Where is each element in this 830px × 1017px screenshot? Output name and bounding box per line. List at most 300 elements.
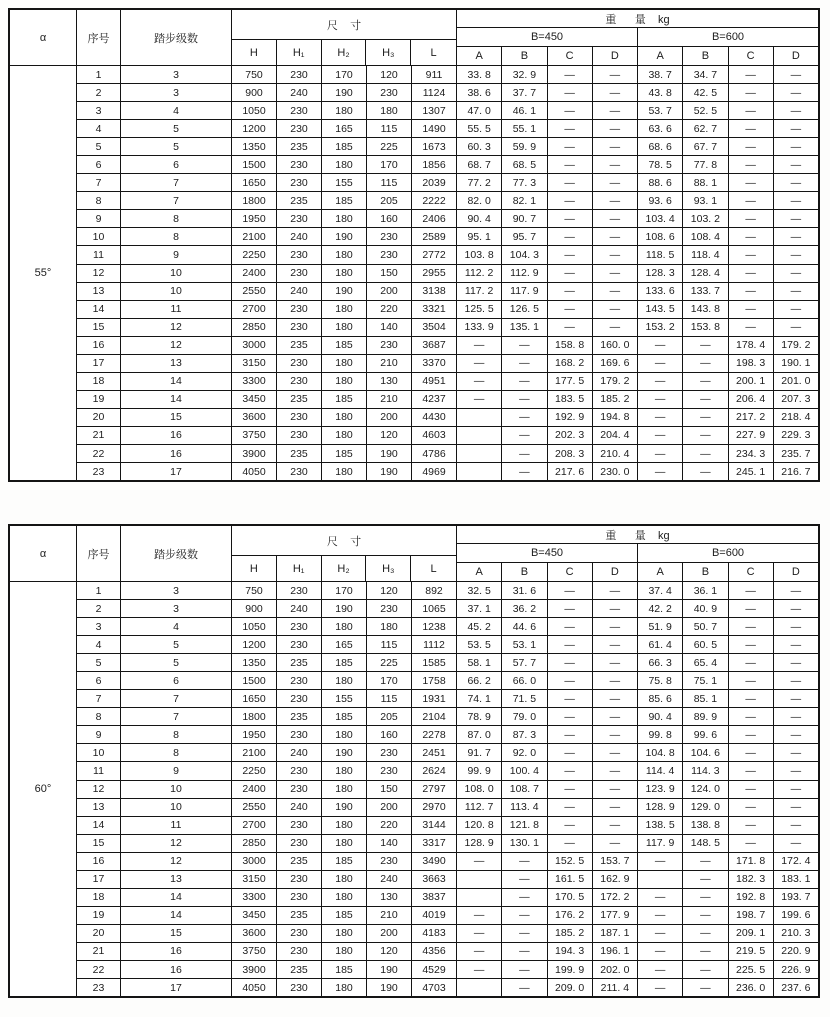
header-b600-A: A bbox=[638, 563, 683, 581]
header-b450-A: A bbox=[457, 563, 502, 581]
cell-b450-D: — bbox=[593, 138, 638, 155]
cell-H: 900 bbox=[232, 600, 277, 617]
cell-b600-C: — bbox=[729, 582, 774, 599]
cell-L: 1124 bbox=[412, 84, 457, 101]
header-dimensions-group bbox=[232, 10, 457, 65]
cell-steps: 3 bbox=[121, 582, 232, 599]
cell-b450-C: — bbox=[548, 618, 593, 635]
cell-H1: 230 bbox=[277, 66, 322, 83]
cell-b600-A: 37. 4 bbox=[638, 582, 683, 599]
cell-H1: 235 bbox=[277, 192, 322, 209]
cell-serial: 12 bbox=[77, 265, 121, 282]
table-row bbox=[77, 245, 818, 263]
cell-L: 3687 bbox=[412, 337, 457, 354]
cell-H1: 230 bbox=[277, 319, 322, 336]
cell-H1: 235 bbox=[277, 445, 322, 462]
cell-b600-C: 200. 1 bbox=[729, 373, 774, 390]
cell-H1: 230 bbox=[277, 925, 322, 942]
cell-b600-B: — bbox=[683, 889, 728, 906]
cell-b450-C: 209. 0 bbox=[548, 979, 593, 996]
cell-b450-C: — bbox=[548, 744, 593, 761]
cell-L: 3317 bbox=[412, 835, 457, 852]
header-b450-D: D bbox=[593, 563, 638, 581]
cell-b450-C: — bbox=[548, 835, 593, 852]
cell-b600-A: 51. 9 bbox=[638, 618, 683, 635]
cell-H: 1050 bbox=[232, 102, 277, 119]
cell-b600-B: — bbox=[683, 943, 728, 960]
table-row bbox=[77, 336, 818, 354]
cell-b450-B: 135. 1 bbox=[502, 319, 547, 336]
cell-H: 2550 bbox=[232, 283, 277, 300]
table-row bbox=[77, 300, 818, 318]
cell-b450-C: — bbox=[548, 66, 593, 83]
table-row bbox=[77, 978, 818, 996]
cell-b450-A: — bbox=[457, 355, 502, 372]
cell-b600-A: — bbox=[638, 925, 683, 942]
table-row bbox=[77, 227, 818, 245]
cell-b450-A bbox=[457, 463, 502, 480]
cell-b450-A: 125. 5 bbox=[457, 301, 502, 318]
cell-b450-B: 37. 7 bbox=[502, 84, 547, 101]
cell-steps: 7 bbox=[121, 174, 232, 191]
cell-b450-A: 33. 8 bbox=[457, 66, 502, 83]
cell-H1: 235 bbox=[277, 337, 322, 354]
cell-b450-C: 152. 5 bbox=[548, 853, 593, 870]
cell-b450-D: — bbox=[593, 636, 638, 653]
cell-serial: 9 bbox=[77, 210, 121, 227]
cell-b450-A: 99. 9 bbox=[457, 762, 502, 779]
cell-b450-D: — bbox=[593, 301, 638, 318]
cell-steps: 3 bbox=[121, 600, 232, 617]
cell-b600-A: 75. 8 bbox=[638, 672, 683, 689]
cell-H3: 225 bbox=[367, 654, 412, 671]
cell-steps: 7 bbox=[121, 192, 232, 209]
header-b600-A: A bbox=[638, 47, 683, 65]
cell-H1: 235 bbox=[277, 961, 322, 978]
cell-b600-A: 103. 4 bbox=[638, 210, 683, 227]
header-b450-B: B bbox=[502, 47, 547, 65]
cell-b450-A: 77. 2 bbox=[457, 174, 502, 191]
cell-b450-A: 112. 2 bbox=[457, 265, 502, 282]
cell-H: 1200 bbox=[232, 636, 277, 653]
cell-b600-B: — bbox=[683, 427, 728, 444]
cell-H: 3300 bbox=[232, 889, 277, 906]
cell-H3: 190 bbox=[367, 445, 412, 462]
cell-b600-D: — bbox=[790, 140, 802, 153]
cell-b450-C: — bbox=[548, 799, 593, 816]
cell-serial: 20 bbox=[77, 925, 121, 942]
cell-b450-B: — bbox=[502, 979, 547, 996]
cell-L: 4430 bbox=[412, 409, 457, 426]
cell-H3: 230 bbox=[367, 84, 412, 101]
header-col-H3: H₃ bbox=[366, 556, 411, 581]
cell-b600-B: — bbox=[683, 391, 728, 408]
cell-steps: 11 bbox=[121, 301, 232, 318]
cell-b600-D: 179. 2 bbox=[781, 339, 811, 352]
cell-H3: 160 bbox=[367, 210, 412, 227]
table-header bbox=[10, 10, 818, 66]
cell-H: 1350 bbox=[232, 654, 277, 671]
cell-H3: 205 bbox=[367, 192, 412, 209]
cell-H: 2400 bbox=[232, 265, 277, 282]
cell-H1: 235 bbox=[277, 138, 322, 155]
cell-b450-A: 82. 0 bbox=[457, 192, 502, 209]
cell-b450-B: 36. 2 bbox=[502, 600, 547, 617]
cell-H3: 200 bbox=[367, 283, 412, 300]
cell-serial: 17 bbox=[77, 871, 121, 888]
cell-b450-D: — bbox=[593, 726, 638, 743]
cell-serial: 10 bbox=[77, 228, 121, 245]
table-row bbox=[77, 426, 818, 444]
cell-b450-C: — bbox=[548, 672, 593, 689]
cell-serial: 1 bbox=[77, 582, 121, 599]
table-row bbox=[77, 462, 818, 480]
cell-H3: 115 bbox=[367, 174, 412, 191]
cell-L: 3321 bbox=[412, 301, 457, 318]
cell-b600-C: — bbox=[729, 817, 774, 834]
cell-b600-D: — bbox=[790, 584, 802, 597]
header-col-H2: H₂ bbox=[322, 556, 367, 581]
cell-b600-A: 128. 3 bbox=[638, 265, 683, 282]
cell-H3: 190 bbox=[367, 979, 412, 996]
cell-b450-C: — bbox=[548, 781, 593, 798]
cell-H1: 230 bbox=[277, 979, 322, 996]
cell-b600-A: 42. 2 bbox=[638, 600, 683, 617]
cell-b450-B: 90. 7 bbox=[502, 210, 547, 227]
cell-serial: 5 bbox=[77, 138, 121, 155]
cell-steps: 10 bbox=[121, 799, 232, 816]
cell-steps: 17 bbox=[121, 463, 232, 480]
cell-H: 900 bbox=[232, 84, 277, 101]
table-row bbox=[77, 888, 818, 906]
cell-b600-B: 143. 8 bbox=[683, 301, 728, 318]
cell-b450-B: 46. 1 bbox=[502, 102, 547, 119]
cell-b450-C: — bbox=[548, 174, 593, 191]
cell-L: 2406 bbox=[412, 210, 457, 227]
cell-b450-A: 91. 7 bbox=[457, 744, 502, 761]
cell-H3: 140 bbox=[367, 319, 412, 336]
cell-H3: 140 bbox=[367, 835, 412, 852]
cell-H: 1500 bbox=[232, 672, 277, 689]
cell-H1: 230 bbox=[277, 690, 322, 707]
cell-b600-D: 229. 3 bbox=[781, 429, 811, 442]
cell-H: 3900 bbox=[232, 961, 277, 978]
cell-b450-A: — bbox=[457, 853, 502, 870]
cell-b600-D: — bbox=[790, 656, 802, 669]
cell-L: 2039 bbox=[412, 174, 457, 191]
cell-b600-C: — bbox=[729, 654, 774, 671]
cell-serial: 9 bbox=[77, 726, 121, 743]
cell-b600-C: — bbox=[729, 246, 774, 263]
cell-H: 3450 bbox=[232, 907, 277, 924]
cell-b450-A: 47. 0 bbox=[457, 102, 502, 119]
table-row bbox=[77, 101, 818, 119]
cell-H2: 180 bbox=[322, 265, 367, 282]
cell-b600-D: — bbox=[790, 710, 802, 723]
cell-b450-C: 208. 3 bbox=[548, 445, 593, 462]
cell-b600-A: 138. 5 bbox=[638, 817, 683, 834]
cell-b600-A: 104. 8 bbox=[638, 744, 683, 761]
cell-H2: 180 bbox=[322, 618, 367, 635]
cell-H1: 230 bbox=[277, 943, 322, 960]
cell-L: 3837 bbox=[412, 889, 457, 906]
cell-b600-A: 85. 6 bbox=[638, 690, 683, 707]
cell-H2: 180 bbox=[322, 409, 367, 426]
cell-b600-D: 207. 3 bbox=[781, 393, 811, 406]
cell-H1: 230 bbox=[277, 373, 322, 390]
cell-L: 4529 bbox=[412, 961, 457, 978]
cell-b600-C: — bbox=[729, 102, 774, 119]
cell-b600-D: 226. 9 bbox=[781, 963, 811, 976]
cell-H3: 240 bbox=[367, 871, 412, 888]
cell-b600-D: — bbox=[790, 212, 802, 225]
cell-b600-A: — bbox=[638, 889, 683, 906]
cell-b600-A: 114. 4 bbox=[638, 762, 683, 779]
cell-H3: 210 bbox=[367, 355, 412, 372]
cell-b600-A: 93. 6 bbox=[638, 192, 683, 209]
cell-b600-A: 68. 6 bbox=[638, 138, 683, 155]
header-b600: B=600 bbox=[711, 31, 745, 43]
cell-b450-B: 100. 4 bbox=[502, 762, 547, 779]
cell-b600-C: — bbox=[729, 600, 774, 617]
cell-H2: 180 bbox=[322, 463, 367, 480]
cell-b450-A: — bbox=[457, 925, 502, 942]
cell-H3: 180 bbox=[367, 102, 412, 119]
cell-serial: 11 bbox=[77, 246, 121, 263]
cell-H2: 185 bbox=[322, 391, 367, 408]
cell-H2: 190 bbox=[322, 283, 367, 300]
cell-b450-C: — bbox=[548, 301, 593, 318]
table-body bbox=[77, 66, 818, 480]
cell-H3: 150 bbox=[367, 265, 412, 282]
table-row bbox=[77, 942, 818, 960]
cell-b450-C: — bbox=[548, 156, 593, 173]
cell-H1: 240 bbox=[277, 744, 322, 761]
cell-b450-C: 168. 2 bbox=[548, 355, 593, 372]
cell-serial: 18 bbox=[77, 889, 121, 906]
cell-steps: 15 bbox=[121, 409, 232, 426]
cell-b450-A bbox=[457, 979, 502, 996]
cell-H: 3450 bbox=[232, 391, 277, 408]
cell-b450-C: — bbox=[548, 654, 593, 671]
cell-b600-C: — bbox=[729, 744, 774, 761]
cell-b450-D: 230. 0 bbox=[593, 463, 638, 480]
cell-b450-B: 68. 5 bbox=[502, 156, 547, 173]
table-row bbox=[77, 743, 818, 761]
cell-H2: 180 bbox=[322, 102, 367, 119]
cell-b600-A: 90. 4 bbox=[638, 708, 683, 725]
cell-b600-B: 148. 5 bbox=[683, 835, 728, 852]
cell-steps: 5 bbox=[121, 636, 232, 653]
cell-L: 1856 bbox=[412, 156, 457, 173]
cell-H2: 180 bbox=[322, 979, 367, 996]
cell-b600-A: 117. 9 bbox=[638, 835, 683, 852]
cell-serial: 23 bbox=[77, 463, 121, 480]
cell-H3: 230 bbox=[367, 600, 412, 617]
cell-H3: 130 bbox=[367, 373, 412, 390]
cell-b600-B: — bbox=[683, 979, 728, 996]
header-col-H1: H₁ bbox=[277, 556, 322, 581]
table-row bbox=[77, 834, 818, 852]
cell-b600-C: 234. 3 bbox=[729, 445, 774, 462]
cell-b600-C: — bbox=[729, 156, 774, 173]
cell-b600-C: — bbox=[729, 84, 774, 101]
cell-steps: 12 bbox=[121, 319, 232, 336]
cell-b600-B: — bbox=[683, 907, 728, 924]
cell-serial: 7 bbox=[77, 690, 121, 707]
cell-b600-B: — bbox=[683, 445, 728, 462]
header-serial: 序号 bbox=[77, 10, 121, 65]
cell-H1: 230 bbox=[277, 301, 322, 318]
cell-b600-B: 118. 4 bbox=[683, 246, 728, 263]
cell-b600-D: — bbox=[790, 321, 802, 334]
cell-serial: 17 bbox=[77, 355, 121, 372]
cell-b450-A: 103. 8 bbox=[457, 246, 502, 263]
cell-b600-D: — bbox=[790, 68, 802, 81]
cell-b600-B: 89. 9 bbox=[683, 708, 728, 725]
cell-b600-A: — bbox=[638, 355, 683, 372]
cell-b450-A: 87. 0 bbox=[457, 726, 502, 743]
cell-H2: 180 bbox=[322, 889, 367, 906]
cell-H: 3900 bbox=[232, 445, 277, 462]
cell-b450-D: — bbox=[593, 690, 638, 707]
cell-b600-D: — bbox=[790, 248, 802, 261]
header-dimensions-group bbox=[232, 526, 457, 581]
cell-b600-D: — bbox=[790, 176, 802, 189]
cell-H: 4050 bbox=[232, 463, 277, 480]
cell-b600-A: 153. 2 bbox=[638, 319, 683, 336]
cell-H: 1650 bbox=[232, 174, 277, 191]
table-row bbox=[77, 444, 818, 462]
cell-b450-B: 32. 9 bbox=[502, 66, 547, 83]
cell-b450-B: 130. 1 bbox=[502, 835, 547, 852]
cell-b600-D: — bbox=[790, 837, 802, 850]
cell-steps: 6 bbox=[121, 156, 232, 173]
cell-serial: 19 bbox=[77, 391, 121, 408]
cell-b450-D: 196. 1 bbox=[593, 943, 638, 960]
cell-b600-D: — bbox=[790, 86, 802, 99]
cell-serial: 3 bbox=[77, 618, 121, 635]
cell-b600-B: 50. 7 bbox=[683, 618, 728, 635]
header-alpha: α bbox=[10, 10, 77, 65]
cell-b450-D: — bbox=[593, 708, 638, 725]
cell-b600-B: — bbox=[683, 853, 728, 870]
cell-b600-C: — bbox=[729, 120, 774, 137]
cell-H3: 230 bbox=[367, 228, 412, 245]
cell-b450-D: 210. 4 bbox=[593, 445, 638, 462]
cell-L: 4356 bbox=[412, 943, 457, 960]
cell-b450-D: 172. 2 bbox=[593, 889, 638, 906]
cell-b450-B: — bbox=[502, 427, 547, 444]
table-row bbox=[77, 372, 818, 390]
cell-b450-B: — bbox=[502, 907, 547, 924]
cell-H1: 230 bbox=[277, 618, 322, 635]
cell-b600-C: — bbox=[729, 835, 774, 852]
cell-b600-B: 99. 6 bbox=[683, 726, 728, 743]
cell-steps: 16 bbox=[121, 427, 232, 444]
cell-b600-A: — bbox=[638, 337, 683, 354]
cell-L: 3490 bbox=[412, 853, 457, 870]
cell-b450-A: 128. 9 bbox=[457, 835, 502, 852]
cell-b600-C: — bbox=[729, 301, 774, 318]
cell-b450-A: 66. 2 bbox=[457, 672, 502, 689]
cell-b600-A: 99. 8 bbox=[638, 726, 683, 743]
cell-b450-D: 153. 7 bbox=[593, 853, 638, 870]
cell-b600-D: — bbox=[790, 728, 802, 741]
cell-H3: 115 bbox=[367, 120, 412, 137]
header-b450: B=450 bbox=[457, 544, 638, 562]
cell-H1: 230 bbox=[277, 156, 322, 173]
header-b600-D: D bbox=[791, 566, 800, 578]
cell-H2: 180 bbox=[322, 301, 367, 318]
cell-b450-B: — bbox=[502, 463, 547, 480]
cell-steps: 10 bbox=[121, 781, 232, 798]
table-row bbox=[77, 66, 818, 83]
cell-L: 1585 bbox=[412, 654, 457, 671]
cell-H3: 210 bbox=[367, 391, 412, 408]
table-row bbox=[77, 816, 818, 834]
cell-b450-C: — bbox=[548, 762, 593, 779]
cell-H: 1800 bbox=[232, 192, 277, 209]
cell-b450-A: — bbox=[457, 337, 502, 354]
cell-H3: 190 bbox=[367, 463, 412, 480]
cell-b600-B: — bbox=[683, 871, 728, 888]
cell-b450-D: — bbox=[593, 156, 638, 173]
cell-b600-A: 61. 4 bbox=[638, 636, 683, 653]
cell-H3: 230 bbox=[367, 853, 412, 870]
cell-b600-B: — bbox=[683, 961, 728, 978]
cell-H3: 160 bbox=[367, 726, 412, 743]
cell-b450-C: — bbox=[548, 708, 593, 725]
cell-H2: 170 bbox=[322, 582, 367, 599]
cell-b600-A bbox=[638, 871, 683, 888]
header-weight-group bbox=[457, 526, 818, 581]
cell-H: 3000 bbox=[232, 337, 277, 354]
cell-b450-D: — bbox=[593, 192, 638, 209]
header-b600: B=600 bbox=[711, 547, 745, 559]
cell-b450-D: — bbox=[593, 319, 638, 336]
cell-b600-A: — bbox=[638, 373, 683, 390]
cell-b450-B: — bbox=[502, 871, 547, 888]
cell-b450-A: 74. 1 bbox=[457, 690, 502, 707]
cell-H2: 185 bbox=[322, 445, 367, 462]
cell-b600-A: 88. 6 bbox=[638, 174, 683, 191]
cell-b450-D: 160. 0 bbox=[593, 337, 638, 354]
cell-b600-B: 124. 0 bbox=[683, 781, 728, 798]
cell-b600-C: — bbox=[729, 283, 774, 300]
cell-b450-A bbox=[457, 427, 502, 444]
cell-b600-D: 183. 1 bbox=[781, 873, 811, 886]
cell-serial: 14 bbox=[77, 301, 121, 318]
cell-H2: 190 bbox=[322, 799, 367, 816]
cell-b600-B: 75. 1 bbox=[683, 672, 728, 689]
cell-b600-C: 227. 9 bbox=[729, 427, 774, 444]
cell-b450-C: 176. 2 bbox=[548, 907, 593, 924]
cell-steps: 14 bbox=[121, 907, 232, 924]
cell-H2: 180 bbox=[322, 943, 367, 960]
cell-H3: 200 bbox=[367, 409, 412, 426]
cell-H: 2700 bbox=[232, 817, 277, 834]
cell-H1: 230 bbox=[277, 636, 322, 653]
cell-b600-B: 114. 3 bbox=[683, 762, 728, 779]
cell-L: 2451 bbox=[412, 744, 457, 761]
cell-H1: 230 bbox=[277, 120, 322, 137]
cell-L: 3138 bbox=[412, 283, 457, 300]
table-row bbox=[77, 582, 818, 599]
cell-L: 1673 bbox=[412, 138, 457, 155]
cell-b450-A: 58. 1 bbox=[457, 654, 502, 671]
cell-L: 3370 bbox=[412, 355, 457, 372]
